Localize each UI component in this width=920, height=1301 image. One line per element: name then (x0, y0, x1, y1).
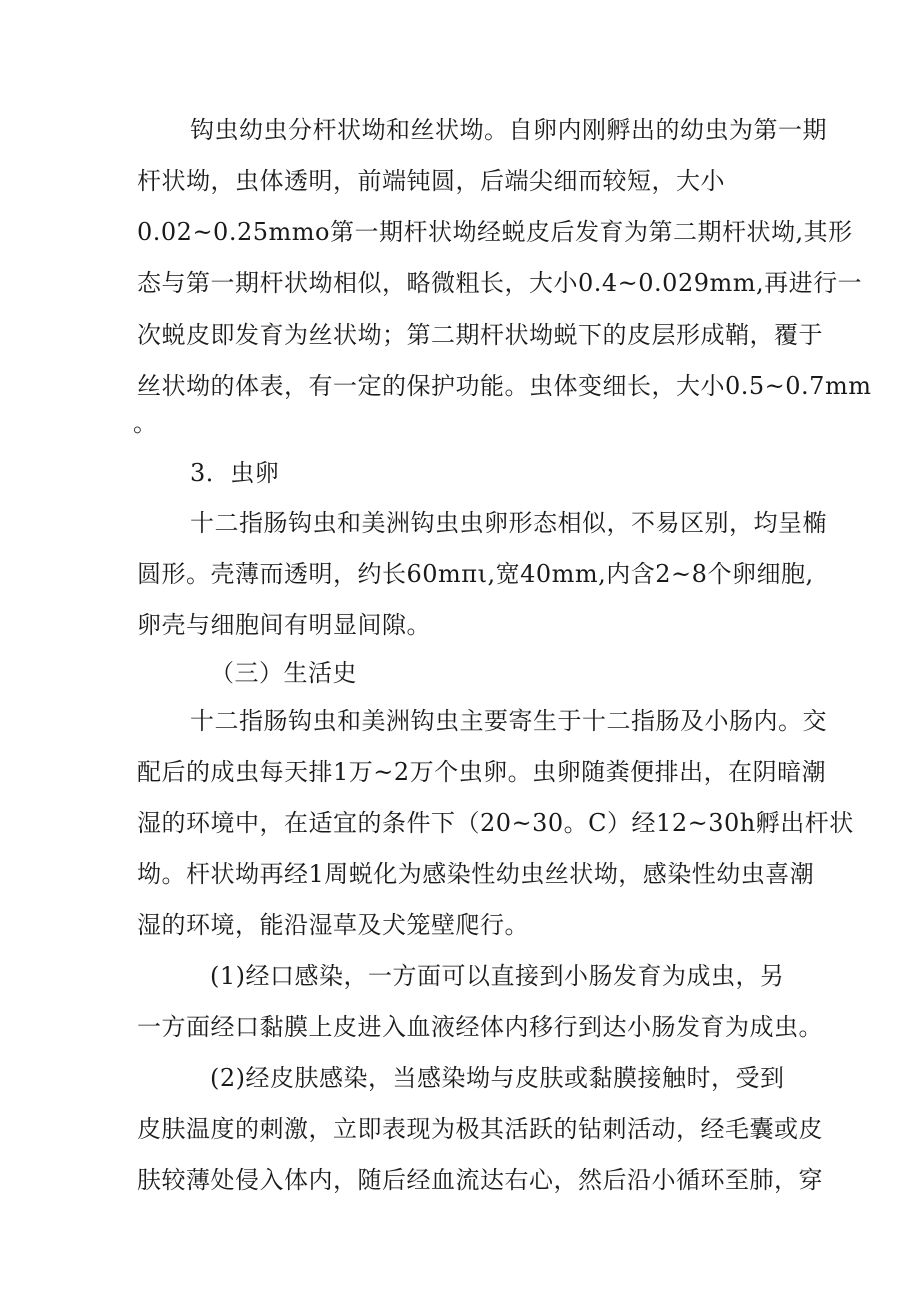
section-heading: （三）生活史 (210, 659, 357, 687)
paragraph-line: 卵壳与细胞间有明显间隙。 (137, 611, 431, 639)
paragraph-line: 态与第一期杆状坳相似，略微粗长，大小0.4~0.029mm,再进行一 (137, 269, 863, 297)
paragraph-line: 配后的成虫每天排1万~2万个虫卵。虫卵随粪便排出，在阴暗潮 (137, 758, 827, 786)
paragraph-line: 湿的环境，能沿湿草及犬笼壁爬行。 (137, 911, 529, 939)
list-item-line: (2)经皮肤感染，当感染坳与皮肤或黏膜接触时，受到 (210, 1064, 785, 1092)
paragraph-line: 。 (133, 409, 158, 437)
list-item-line: (1)经口感染，一方面可以直接到小肠发育为成虫，另 (210, 962, 785, 990)
paragraph-line: 次蜕皮即发育为丝状坳；第二期杆状坳蜕下的皮层形成鞘，覆于 (137, 321, 823, 349)
list-item-line: 皮肤温度的刺激，立即表现为极其活跃的钻刺活动，经毛囊或皮 (137, 1115, 823, 1143)
paragraph-line: 丝状坳的体表，有一定的保护功能。虫体变细长，大小0.5~0.7mm (137, 372, 872, 400)
paragraph-line: 杆状坳，虫体透明，前端钝圆，后端尖细而较短，大小 (137, 167, 725, 195)
list-item-line: 一方面经口黏膜上皮进入血液经体内移行到达小肠发育为成虫。 (137, 1013, 823, 1041)
paragraph-line: 坳。杆状坳再经1周蜕化为感染性幼虫丝状坳，感染性幼虫喜潮 (137, 860, 815, 888)
paragraph-line: 钩虫幼虫分杆状坳和丝状坳。自卵内刚孵出的幼虫为第一期 (190, 116, 827, 144)
paragraph-line: 圆形。壳薄而透明，约长60mπι,宽40mm,内含2~8个卵细胞, (137, 560, 814, 588)
section-heading: 3．虫卵 (190, 459, 280, 487)
paragraph-line: 0.02~0.25mmo第一期杆状坳经蜕皮后发育为第二期杆状坳,其形 (137, 218, 853, 246)
paragraph-line: 湿的环境中，在适宜的条件下（20~30。C）经12~30h孵出杆状 (137, 809, 854, 837)
paragraph-line: 十二指肠钩虫和美洲钩虫主要寄生于十二指肠及小肠内。交 (190, 707, 827, 735)
list-item-line: 肤较薄处侵入体内，随后经血流达右心，然后沿小循环至肺，穿 (137, 1166, 823, 1194)
paragraph-line: 十二指肠钩虫和美洲钩虫虫卵形态相似，不易区别，均呈椭 (190, 509, 827, 537)
